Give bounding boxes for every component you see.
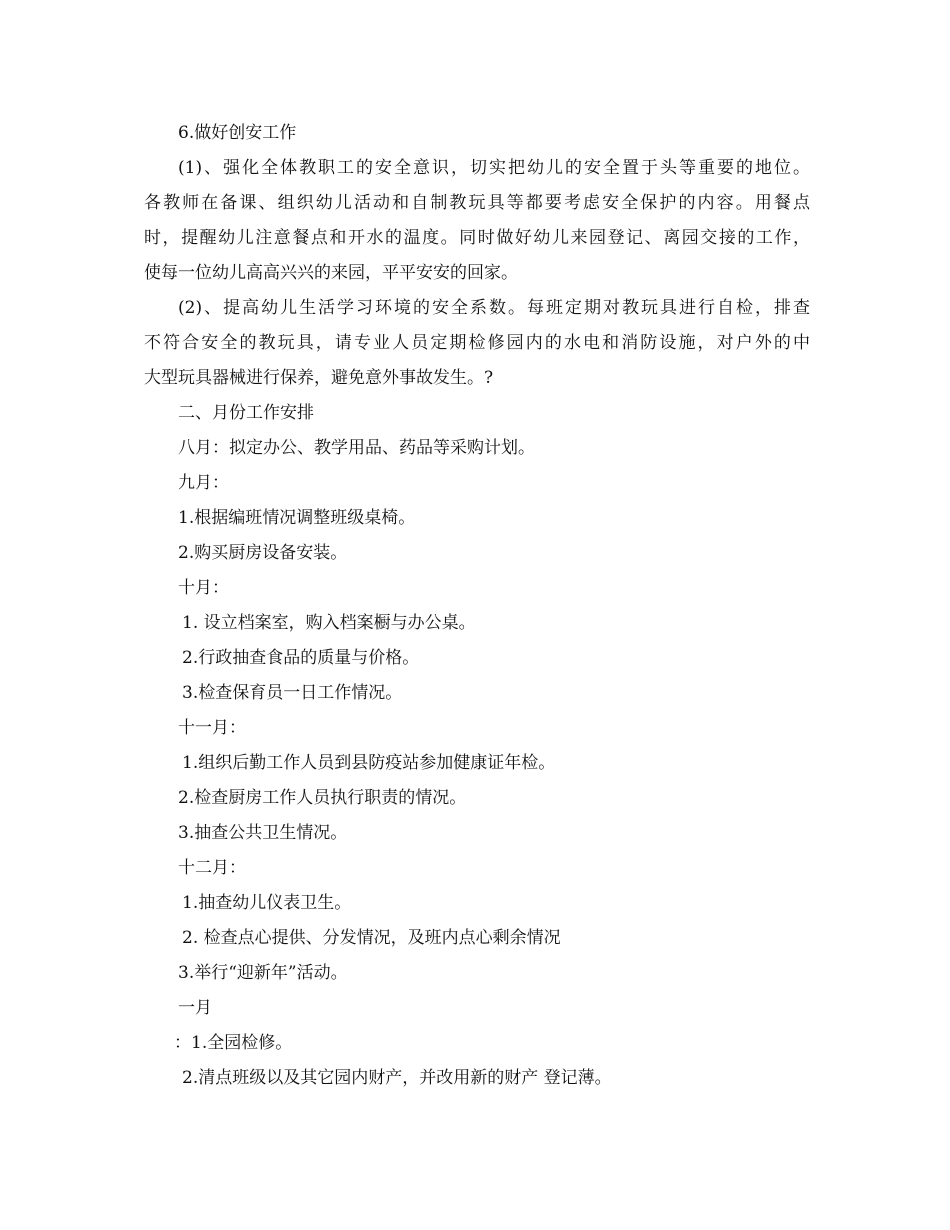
paragraph-line: (1)、强化全体教职工的安全意识，切实把幼儿的安全置于头等重要的地位。 (178, 158, 810, 178)
month-heading-october: 十月： (178, 578, 229, 598)
paragraph-line: (2)、提高幼儿生活学习环境的安全系数。每班定期对教玩具进行自检，排查 (178, 298, 810, 318)
paragraph-line: 各教师在备课、组织幼儿活动和自制教玩具等都要考虑安全保护的内容。用餐点 (144, 193, 810, 213)
list-item: ：1.全园检修。 (174, 1033, 293, 1053)
list-item: 3.抽查公共卫生情况。 (178, 823, 348, 843)
month-entry-august: 八月：拟定办公、教学用品、药品等采购计划。 (178, 438, 535, 458)
paragraph-line: 时，提醒幼儿注意餐点和开水的温度。同时做好幼儿来园登记、离园交接的工作， (144, 228, 810, 248)
paragraph-line: 不符合安全的教玩具，请专业人员定期检修园内的水电和消防设施，对户外的中 (144, 333, 810, 353)
month-heading-november: 十一月： (178, 718, 246, 738)
month-heading-december: 十二月： (178, 858, 246, 878)
document-body (144, 116, 810, 1096)
list-item: 1.抽查幼儿仪表卫生。 (182, 893, 352, 913)
list-item: 2.购买厨房设备安装。 (178, 543, 348, 563)
month-heading-january: 一月 (178, 998, 212, 1018)
section-heading-monthly: 二、月份工作安排 (178, 403, 314, 423)
list-item: 1. 设立档案室，购入档案橱与办公桌。 (182, 613, 476, 633)
month-heading-september: 九月： (178, 473, 229, 493)
list-item: 3.检查保育员一日工作情况。 (182, 683, 403, 703)
list-item: 2.行政抽查食品的质量与价格。 (182, 648, 420, 668)
list-item: 2. 检查点心提供、分发情况，及班内点心剩余情况 (182, 928, 561, 948)
section-heading-safety: 6.做好创安工作 (178, 123, 297, 143)
list-item: 1.根据编班情况调整班级桌椅。 (178, 508, 416, 528)
list-item: 1.组织后勤工作人员到县防疫站参加健康证年检。 (182, 753, 556, 773)
list-item: 2.清点班级以及其它园内财产，并改用新的财产 登记薄。 (182, 1068, 612, 1088)
list-item: 2.检查厨房工作人员执行职责的情况。 (178, 788, 467, 808)
paragraph-line: 使每一位幼儿高高兴兴的来园，平平安安的回家。 (144, 263, 518, 283)
list-item: 3.举行“迎新年”活动。 (178, 963, 348, 983)
paragraph-line: 大型玩具器械进行保养，避免意外事故发生。? (144, 368, 494, 388)
